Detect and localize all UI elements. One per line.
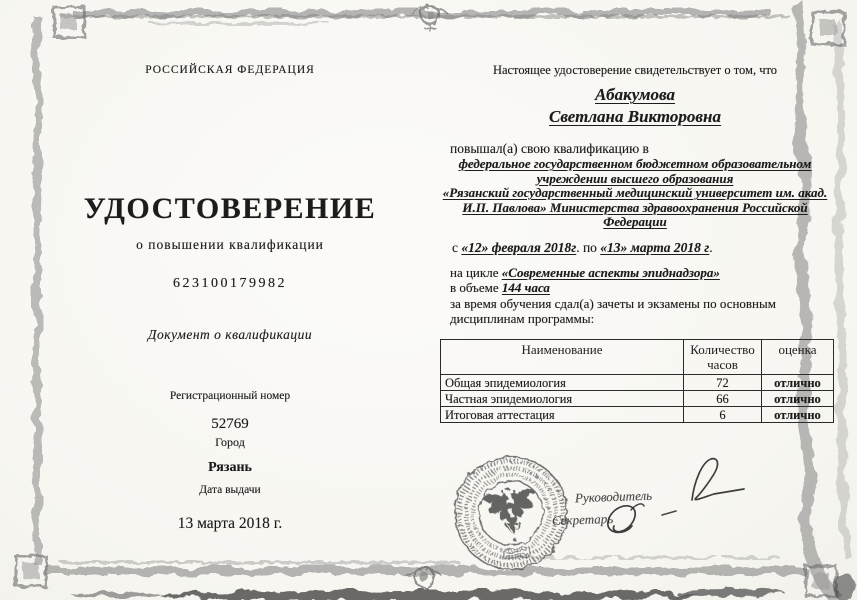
institution-block bbox=[440, 157, 830, 230]
country-header: РОССИЙСКАЯ ФЕДЕРАЦИЯ bbox=[145, 64, 315, 76]
grades-table bbox=[440, 339, 834, 423]
subject-name: Общая эпидемиология bbox=[441, 375, 684, 391]
issue-date: 13 марта 2018 г. bbox=[177, 515, 283, 532]
exams-line-2: дисциплинам программы: bbox=[450, 311, 595, 326]
period-to-date: «13» марта 2018 г bbox=[600, 240, 710, 255]
period-suffix: . bbox=[709, 240, 713, 255]
city-label: Город bbox=[215, 435, 245, 449]
col-header-hours: Количество часов bbox=[684, 340, 762, 375]
issue-date-label: Дата выдачи bbox=[199, 484, 261, 496]
blank-number: 623100179982 bbox=[173, 276, 287, 291]
course-name: «Современные аспекты эпиднадзора» bbox=[501, 265, 720, 280]
head-signature-label: Руководитель bbox=[574, 487, 653, 506]
table-row bbox=[441, 391, 834, 407]
subject-hours: 66 bbox=[684, 391, 762, 407]
subject-name: Итоговая аттестация bbox=[441, 407, 684, 423]
certificate-subtitle: о повышении квалификации bbox=[136, 237, 324, 252]
period-mid: . по bbox=[576, 240, 601, 255]
subject-grade: отлично bbox=[762, 375, 834, 391]
holder-name-patronymic bbox=[440, 107, 830, 127]
registration-number-label: Регистрационный номер bbox=[169, 390, 291, 402]
table-row bbox=[441, 375, 834, 391]
col-header-name: Наименование bbox=[441, 340, 684, 375]
action-line: повышал(а) свою квалификацию в bbox=[450, 141, 649, 156]
secretary-signature bbox=[598, 496, 688, 538]
exams-line-1: за время обучения сдал(а) зачеты и экзамены по основным bbox=[450, 296, 776, 311]
left-column bbox=[55, 0, 405, 600]
double-headed-eagle-icon bbox=[481, 484, 541, 539]
attestation-intro: Настоящее удостоверение свидетельствует о том, что bbox=[492, 63, 778, 77]
col-header-grade: оценка bbox=[762, 340, 834, 375]
secretary-signature-label: Секретарь bbox=[551, 510, 614, 529]
volume-prefix: в объеме bbox=[450, 280, 502, 295]
subject-hours: 6 bbox=[684, 407, 762, 423]
institution-line: И.П. Павлова» Министерства здравоохранения Российской bbox=[462, 199, 808, 215]
volume-line bbox=[440, 280, 830, 296]
course-prefix: на цикле bbox=[450, 265, 502, 280]
city-value: Рязань bbox=[208, 460, 252, 475]
subject-hours: 72 bbox=[684, 375, 762, 391]
institution-line: «Рязанский государственный медицинский университет им. акад. bbox=[442, 185, 828, 201]
holder-surname bbox=[440, 85, 830, 105]
course-line bbox=[440, 265, 830, 281]
head-signature bbox=[678, 452, 773, 507]
institution-line: Федерации bbox=[603, 214, 667, 230]
certificate-title: УДОСТОВЕРЕНИЕ bbox=[83, 192, 377, 225]
period-prefix: с bbox=[452, 240, 462, 255]
registration-number: 52769 bbox=[211, 416, 249, 432]
corner-ornament-bottom-left bbox=[16, 556, 46, 586]
period-from-date: «12» февраля 2018г bbox=[461, 240, 577, 255]
holder-name-text: Светлана Викторовна bbox=[549, 107, 721, 126]
document-kind: Документ о квалификации bbox=[147, 327, 313, 342]
training-period bbox=[440, 240, 830, 256]
subject-name: Частная эпидемиология bbox=[441, 391, 684, 407]
subject-grade: отлично bbox=[762, 407, 834, 423]
table-header-row bbox=[441, 340, 834, 375]
subject-grade: отлично bbox=[762, 391, 834, 407]
holder-surname-text: Абакумова bbox=[595, 85, 675, 104]
institution-line: федеральное государственном бюджетном образовательном bbox=[458, 156, 812, 171]
volume-hours: 144 часа bbox=[501, 280, 550, 295]
table-row bbox=[441, 407, 834, 423]
institution-line: учреждении высшего образования bbox=[536, 170, 734, 186]
